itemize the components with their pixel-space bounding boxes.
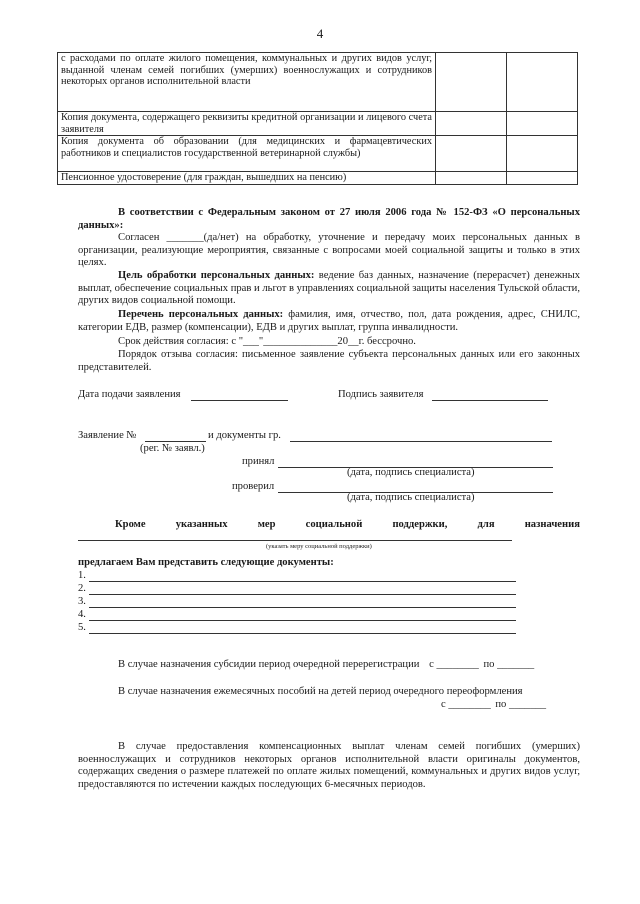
measures-word: для (477, 519, 495, 530)
checked-label: проверил (232, 481, 275, 492)
list-number: 4. (78, 609, 86, 620)
checked-caption: (дата, подпись специалиста) (347, 492, 475, 503)
table-cell (507, 112, 578, 136)
application-number-field[interactable] (145, 441, 206, 442)
table-cell (436, 172, 507, 185)
table-row (58, 136, 578, 172)
table-cell: Копия документа об образовании (для медицинских и фармацевтических работников и специалистов государственной ветеринарной службы) (58, 136, 436, 172)
measures-word: социальной (305, 519, 363, 530)
table-cell: Копия документа, содержащего реквизиты кредитной организации и лицевого счета заявителя (58, 112, 436, 136)
to-label: по (483, 659, 495, 670)
citizen-name-field[interactable] (290, 441, 552, 442)
revoke-paragraph: Порядок отзыва согласия: письменное заявление субъекта персональных данных или его законных представителей. (78, 349, 580, 373)
document-line-5[interactable] (89, 633, 516, 634)
page-number: 4 (316, 26, 324, 41)
list-number: 1. (78, 570, 86, 581)
table-row (58, 112, 578, 136)
from-label: с (441, 699, 446, 710)
list-number: 2. (78, 583, 86, 594)
support-measure-caption: (указать меру социальной поддержки) (266, 543, 372, 550)
measures-word: назначения (524, 519, 580, 530)
allowance-period-line (441, 699, 546, 712)
applicant-signature-field[interactable] (432, 400, 548, 401)
measures-word: указанных (175, 519, 228, 530)
documents-of-label: и документы гр. (208, 430, 281, 441)
term-paragraph: Срок действия согласия: с "___"______________20__г. бессрочно. (118, 336, 416, 347)
measures-word: Кроме (115, 519, 146, 530)
consent-heading: В соответствии с Федеральным законом от 27 июля 2006 года № 152-ФЗ «О персональных данных»: (78, 207, 580, 231)
table-cell: с расходами по оплате жилого помещения, коммунальных и других видов услуг, выданной членам семей погибших (умерших) военнослужащих и сотрудников некоторых органов исполнительной власти (58, 53, 436, 112)
measures-word: поддержки, (392, 519, 448, 530)
table-cell (507, 136, 578, 172)
data-list-paragraph (78, 309, 580, 334)
offer-heading: предлагаем Вам представить следующие документы: (78, 557, 334, 568)
agree-prefix: Согласен (118, 232, 160, 243)
table-cell: Пенсионное удостоверение (для граждан, вышедших на пенсию) (58, 172, 436, 185)
application-number-label: Заявление № (78, 430, 137, 441)
document-line-2[interactable] (89, 594, 516, 595)
from-field[interactable]: ________ (436, 659, 479, 670)
purpose-paragraph (78, 270, 580, 308)
from-label: с (429, 659, 434, 670)
to-label: по (495, 699, 507, 710)
measures-word: мер (257, 519, 276, 530)
table-cell (436, 136, 507, 172)
table-cell (507, 172, 578, 185)
data-list-label: Перечень персональных данных: (118, 309, 284, 320)
from-field[interactable]: ________ (448, 699, 491, 710)
table-row (58, 172, 578, 185)
accepted-label: принял (242, 456, 275, 467)
document-line-3[interactable] (89, 607, 516, 608)
agree-blank: _______ (166, 232, 204, 243)
support-measure-field[interactable] (78, 540, 512, 541)
list-number: 3. (78, 596, 86, 607)
date-label: Дата подачи заявления (78, 389, 181, 400)
agree-text: (да/нет) на обработку, уточнение и передачу моих персональных данных в организации, реализующие мероприятия, связанные с вопросами моей социальной защиты и только в этих целях. (78, 232, 580, 269)
table-row (58, 53, 578, 112)
subsidy-period-text: В случае назначения субсидии период очередной перерегистрации (118, 659, 420, 670)
to-field[interactable]: _______ (509, 699, 547, 710)
subsidy-period-line (118, 659, 534, 672)
document-line-4[interactable] (89, 620, 516, 621)
document-line-1[interactable] (89, 581, 516, 582)
table-cell (507, 53, 578, 112)
reg-number-caption: (рег. № заявл.) (140, 443, 205, 454)
table-cell (436, 53, 507, 112)
consent-agree-paragraph (78, 232, 580, 270)
date-field[interactable] (191, 400, 288, 401)
documents-table (57, 52, 578, 185)
compensation-footnote: В случае предоставления компенсационных выплат членам семей погибших (умерших) военнослужащих и сотрудников некоторых органов исполнительной власти оригиналы документов, содержащих сведения о размере платежей по оплате жилых помещений, коммунальных и других видов услуг, предоставляются по истечении каждых последующих 6-месячных периодов. (78, 741, 580, 790)
sign-label: Подпись заявителя (338, 389, 424, 400)
purpose-label: Цель обработки персональных данных: (118, 270, 315, 281)
list-number: 5. (78, 622, 86, 633)
table-cell (436, 112, 507, 136)
measures-line (115, 519, 580, 532)
data-list-text: фамилия, имя, отчество, пол, дата рождения, адрес, СНИЛС, категории ЕДВ, размер (компенсации), ЕДВ и других выплат, группа инвалидности. (78, 309, 580, 333)
purpose-text: ведение баз данных, назначение (перерасчет) денежных выплат, обеспечение социальных прав и льгот в управлениях социальной защиты населения Тульской области, других видов социальной помощи. (78, 270, 580, 307)
to-field[interactable]: _______ (497, 659, 535, 670)
accepted-caption: (дата, подпись специалиста) (347, 467, 475, 478)
allowance-period-text: В случае назначения ежемесячных пособий на детей период очередного переоформления (118, 686, 523, 697)
